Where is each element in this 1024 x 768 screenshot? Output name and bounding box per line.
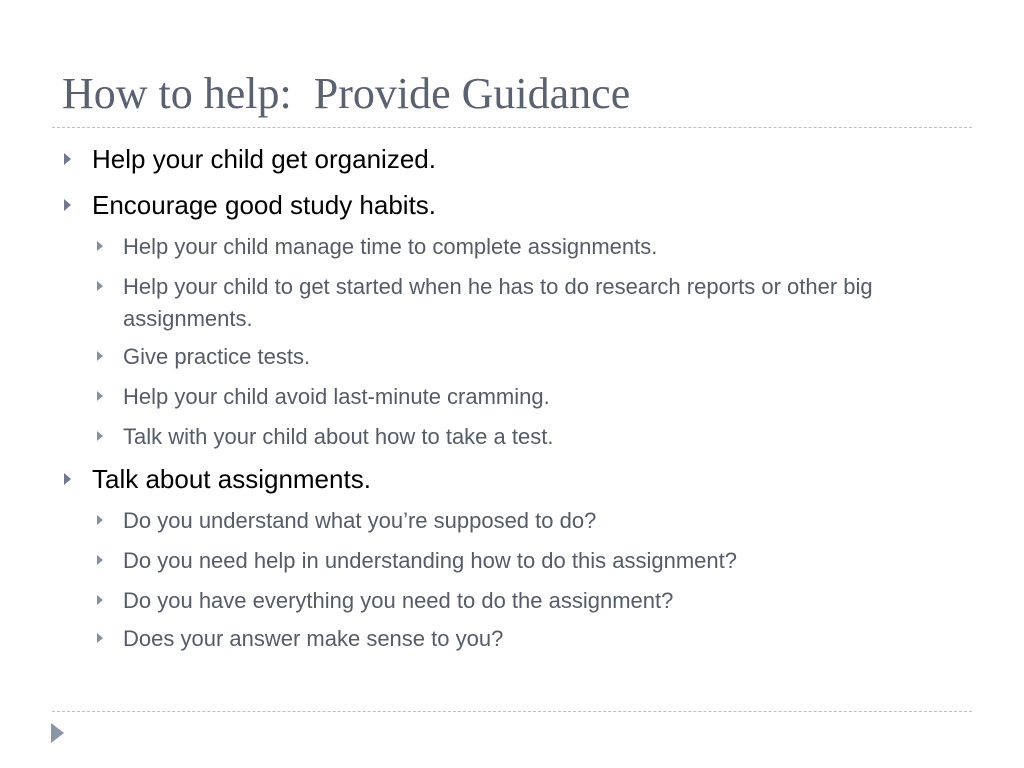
footer-divider: [52, 711, 972, 712]
sub-bullet-item: [123, 505, 953, 537]
sub-bullet-text: Do you need help in understanding how to do this assignment?: [123, 548, 737, 573]
triangle-bullet-icon: [64, 199, 71, 211]
sub-bullet-item: [123, 623, 953, 655]
sub-bullet-item: [123, 585, 953, 617]
sub-bullet-text: Give practice tests.: [123, 344, 311, 369]
triangle-bullet-icon: [97, 633, 103, 643]
triangle-bullet-icon: [97, 281, 103, 291]
sub-bullet-text: Help your child manage time to complete assignments.: [123, 234, 658, 259]
play-triangle-icon: [51, 723, 64, 743]
sub-bullet-item: [123, 421, 953, 453]
triangle-bullet-icon: [97, 241, 103, 251]
sub-bullet-item: [123, 545, 953, 577]
sub-bullet-item: [123, 271, 953, 335]
sub-bullet-text: Help your child avoid last-minute cramming.: [123, 384, 550, 409]
sub-bullet-item: [123, 231, 953, 263]
sub-bullet-text: Does your answer make sense to you?: [123, 626, 504, 651]
bullet-text: Encourage good study habits.: [92, 190, 437, 220]
bullet-item-study-habits: [92, 190, 972, 220]
slide-title: How to help: Provide Guidance: [62, 69, 631, 118]
triangle-bullet-icon: [97, 351, 103, 361]
sub-bullet-text: Help your child to get started when he has to do research reports or other big assignments.: [123, 274, 873, 331]
triangle-bullet-icon: [64, 153, 71, 165]
sub-bullet-text: Do you understand what you’re supposed to do?: [123, 508, 597, 533]
bullet-text: Talk about assignments.: [92, 464, 371, 494]
sub-bullet-item: [123, 341, 953, 373]
sub-bullet-text: Talk with your child about how to take a test.: [123, 424, 554, 449]
triangle-bullet-icon: [97, 391, 103, 401]
triangle-bullet-icon: [97, 555, 103, 565]
bullet-item-organized: [92, 144, 972, 174]
sub-bullet-item: [123, 381, 953, 413]
triangle-bullet-icon: [97, 515, 103, 525]
triangle-bullet-icon: [64, 473, 71, 485]
sub-bullet-text: Do you have everything you need to do the assignment?: [123, 588, 674, 613]
triangle-bullet-icon: [97, 595, 103, 605]
triangle-bullet-icon: [97, 431, 103, 441]
bullet-text: Help your child get organized.: [92, 144, 436, 174]
bullet-item-assignments: [92, 464, 972, 494]
